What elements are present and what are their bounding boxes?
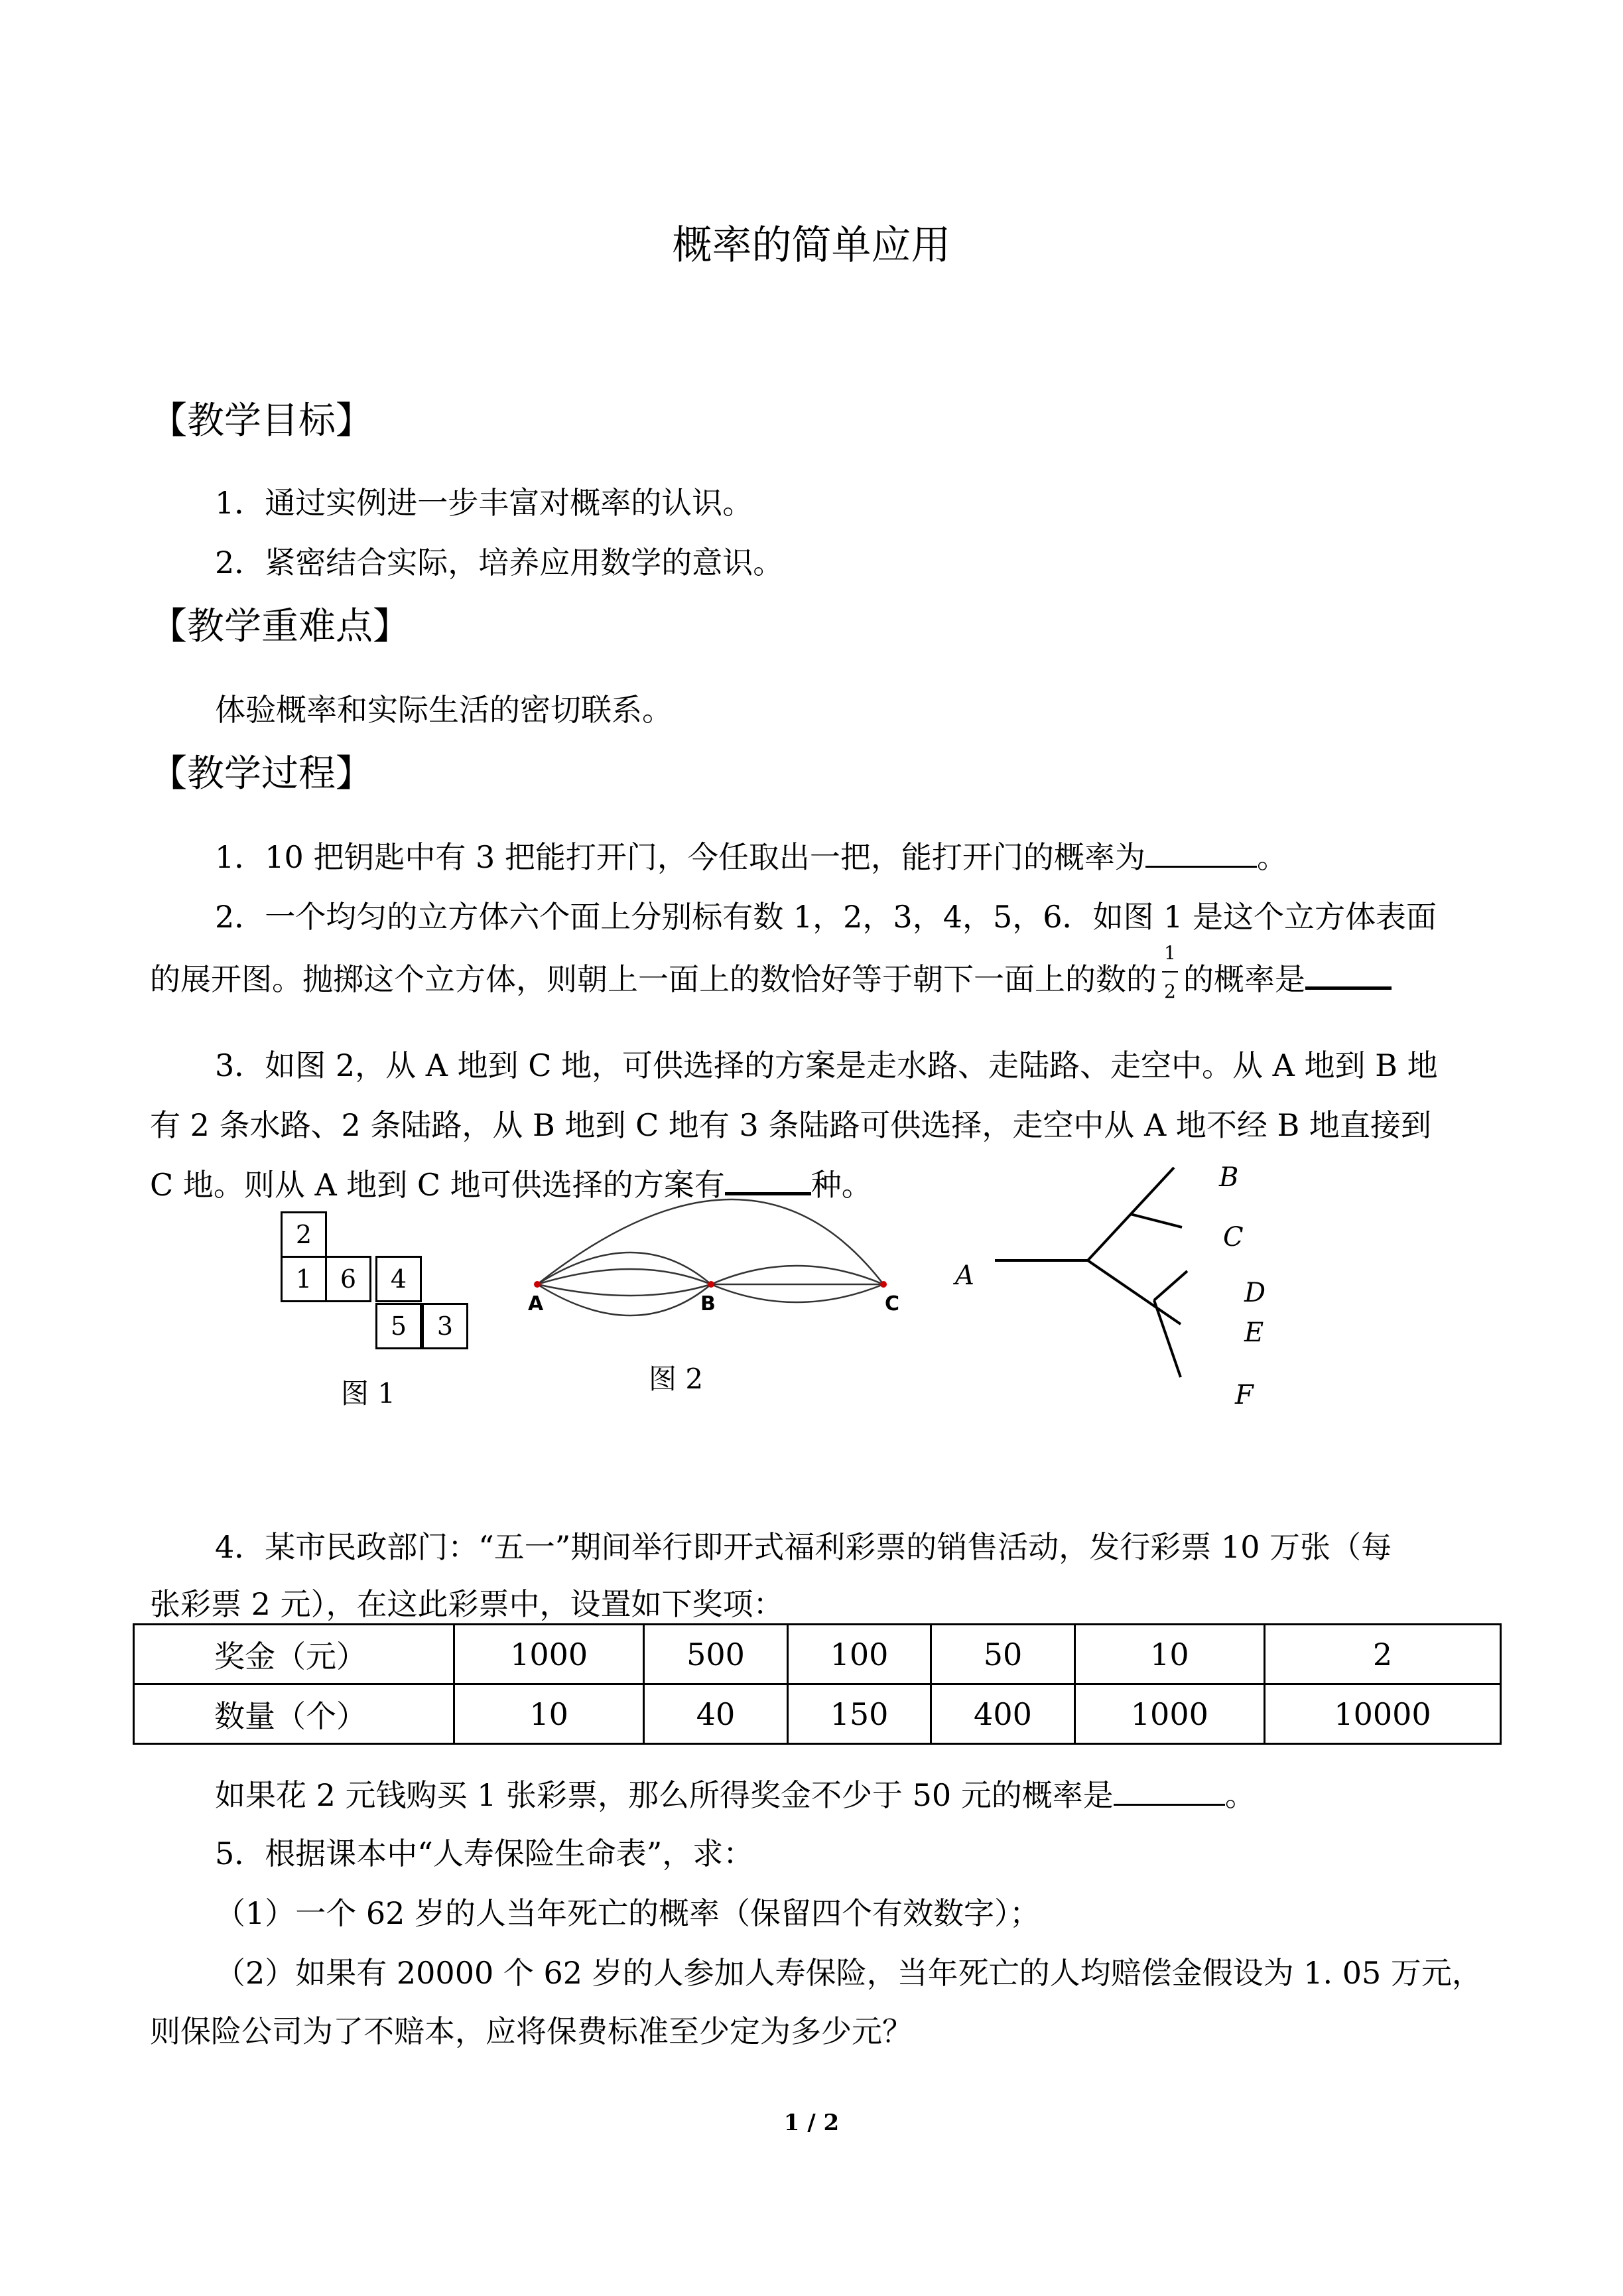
fraction-denominator: 2 [1164, 980, 1176, 1002]
question-4-line2: 张彩票 2 元），在这此彩票中，设置如下奖项： [150, 1586, 784, 1622]
tree-leaf-label: F [1235, 1380, 1254, 1410]
keypoint-text: 体验概率和实际生活的密切联系。 [215, 692, 673, 728]
cube-face: 3 [422, 1303, 468, 1349]
point-c [880, 1281, 887, 1288]
table-cell: 50 [931, 1625, 1074, 1684]
figure-2-caption: 图 2 [649, 1363, 704, 1395]
fraction-bar [1162, 971, 1178, 973]
cube-face: 2 [281, 1211, 327, 1258]
question-1-end: 。 [1256, 839, 1287, 875]
figure-1-caption: 图 1 [341, 1377, 396, 1410]
question-2-text-end: 的概率是 [1183, 961, 1305, 997]
prize-table [133, 1623, 1502, 1745]
route-b-c [711, 1284, 883, 1302]
table-cell: 400 [931, 1684, 1074, 1744]
table-row-header: 奖金（元） [134, 1625, 454, 1684]
question-4-line1: 4．某市民政部门：“五一”期间举行即开式福利彩票的销售活动，发行彩票 10 万张（每 [215, 1529, 1392, 1565]
section-heading-keypoints: 【教学重难点】 [150, 605, 410, 648]
cube-face: 4 [375, 1256, 422, 1302]
question-5-sub3: 则保险公司为了不赔本，应将保费标准至少定为多少元？ [150, 2013, 913, 2049]
route-a-b [537, 1269, 711, 1284]
question-1 [215, 833, 1287, 877]
figure-2-label: C [885, 1292, 900, 1316]
question-2-text: 的展开图。抛掷这个立方体，则朝上一面上的数恰好等于朝下一面上的数的 [150, 961, 1157, 997]
fraction-numerator: 1 [1164, 942, 1176, 964]
figure-2-label: B [700, 1292, 716, 1316]
table-cell: 10 [1074, 1625, 1264, 1684]
table-cell: 1000 [1074, 1684, 1264, 1744]
table-cell: 150 [787, 1684, 931, 1744]
question-5-sub2: （2）如果有 20000 个 62 岁的人参加人寿保险，当年死亡的人均赔偿金假设为 1. 05 万元， [215, 1955, 1482, 1991]
cube-face: 6 [325, 1256, 371, 1302]
cube-face: 5 [375, 1303, 422, 1349]
question-3-text: C 地。则从 A 地到 C 地可供选择的方案有 [150, 1167, 725, 1203]
question-5-line1: 5．根据课本中“人寿保险生命表”，求： [215, 1836, 754, 1871]
tree-leaf-label: B [1219, 1162, 1239, 1193]
question-3-line2: 有 2 条水路、2 条陆路，从 B 地到 C 地有 3 条陆路可供选择，走空中从 A 地不经 B 地直接到 [150, 1107, 1431, 1143]
answer-blank [1305, 956, 1392, 990]
table-cell: 100 [787, 1625, 931, 1684]
question-2-line2 [150, 942, 1392, 1002]
objective-item: 1．通过实例进一步丰富对概率的认识。 [215, 485, 753, 521]
page-number: 1 / 2 [783, 2110, 840, 2136]
tree-leaf-label: D [1244, 1278, 1266, 1308]
answer-blank [1114, 1773, 1225, 1806]
answer-blank [1145, 835, 1257, 868]
question-3-end: 种。 [811, 1167, 872, 1203]
section-heading-objectives: 【教学目标】 [150, 399, 373, 442]
table-row-header: 数量（个） [134, 1684, 454, 1744]
table-cell: 2 [1264, 1625, 1500, 1684]
question-3-line1: 3．如图 2，从 A 地到 C 地，可供选择的方案是走水路、走陆路、走空中。从 A 地到 B 地 [215, 1047, 1438, 1083]
table-cell: 40 [644, 1684, 787, 1744]
question-4-end: 。 [1224, 1777, 1256, 1813]
fraction-one-half [1157, 942, 1183, 1002]
question-4-after [215, 1771, 1256, 1815]
table-cell: 1000 [454, 1625, 644, 1684]
figure-2-routes [517, 1194, 929, 1327]
figure-2-label: A [528, 1292, 544, 1316]
table-cell: 10 [454, 1684, 644, 1744]
tree-diagram [988, 1154, 1201, 1393]
tree-leaf-label: C [1223, 1222, 1244, 1252]
route-a-b [537, 1284, 711, 1296]
question-5-sub1: （1）一个 62 岁的人当年死亡的概率（保留四个有效数字）； [215, 1895, 1041, 1931]
page-title: 概率的简单应用 [672, 222, 951, 269]
tree-root-label: A [955, 1260, 974, 1291]
route-b-c [711, 1266, 883, 1284]
question-2-line1: 2．一个均匀的立方体六个面上分别标有数 1，2，3，4，5，6．如图 1 是这个立方体表面 [215, 899, 1437, 935]
table-cell: 10000 [1264, 1684, 1500, 1744]
question-1-text: 1．10 把钥匙中有 3 把能打开门，今任取出一把，能打开门的概率为 [215, 839, 1145, 875]
answer-blank [725, 1162, 811, 1195]
table-row [134, 1625, 1501, 1684]
point-b [708, 1281, 714, 1288]
cube-face: 1 [281, 1256, 327, 1302]
point-a [534, 1281, 541, 1288]
table-row [134, 1684, 1501, 1744]
table-cell: 500 [644, 1625, 787, 1684]
section-heading-process: 【教学过程】 [150, 752, 373, 795]
tree-leaf-label: E [1244, 1317, 1264, 1348]
objective-item: 2．紧密结合实际，培养应用数学的意识。 [215, 545, 784, 580]
question-4-text: 如果花 2 元钱购买 1 张彩票，那么所得奖金不少于 50 元的概率是 [215, 1777, 1114, 1813]
